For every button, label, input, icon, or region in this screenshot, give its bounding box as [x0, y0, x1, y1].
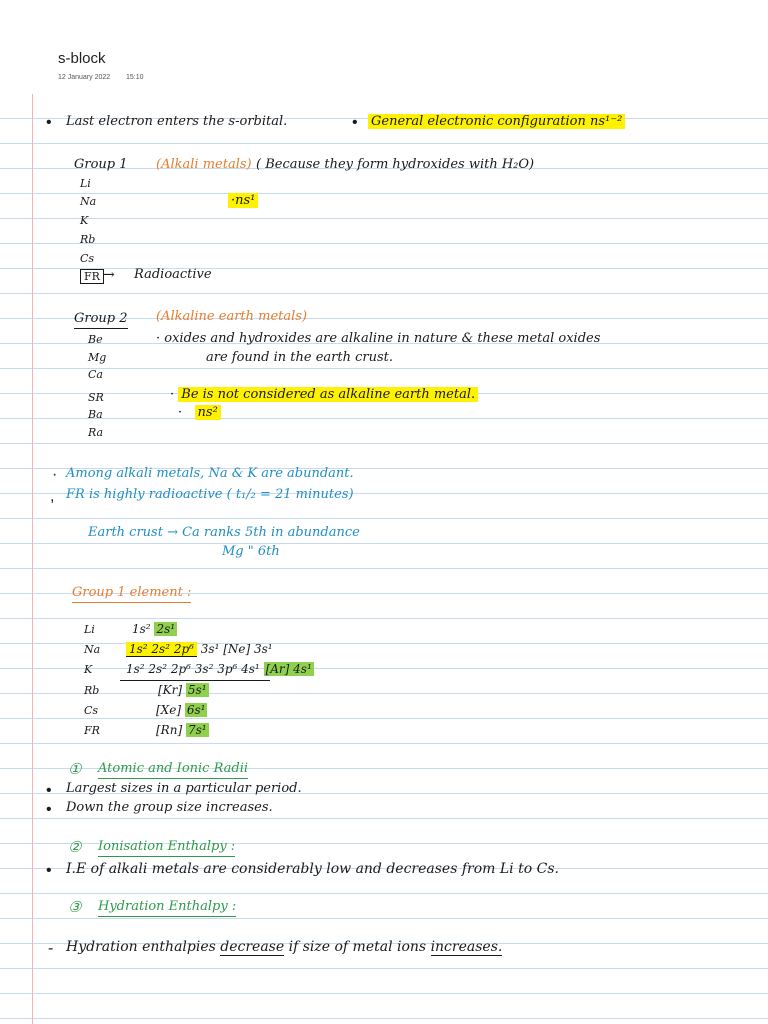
group2-element: Be — [88, 333, 103, 346]
config-row: 1s² 2s² 2p⁶ 3s² 3p⁶ 4s¹ [Ar] 4s¹ — [126, 662, 312, 676]
config-row: [Kr] 5s¹ — [158, 683, 207, 697]
section1-line2: Down the group size increases. — [66, 800, 273, 815]
group2-heading: Group 2 — [74, 310, 128, 329]
abundance-line1: Among alkali metals, Na & K are abundant. — [66, 466, 354, 481]
group1-element: Cs — [80, 252, 95, 265]
bullet-dot: , — [50, 488, 55, 505]
config-row: 1s² 2s² 2p⁶ 3s¹ [Ne] 3s¹ — [126, 640, 273, 658]
section1-line1: Largest sizes in a particular period. — [66, 781, 302, 796]
bullet-dot: · — [52, 466, 58, 483]
section3-title: Hydration Enthalpy : — [98, 898, 236, 917]
config-row: [Xe] 6s¹ — [156, 703, 206, 717]
group2-element: Ca — [88, 368, 103, 381]
bullet-dot: • — [46, 801, 52, 818]
group1-elements-heading: Group 1 element : — [72, 584, 191, 603]
group1-element: Na — [80, 195, 97, 208]
page-date: 12 January 2022 — [58, 74, 111, 81]
config-row: [Rn] 7s¹ — [156, 723, 207, 737]
group2-desc: (Alkaline earth metals) — [156, 309, 308, 324]
page-time: 15:10 — [126, 74, 144, 81]
abundance-line2: FR is highly radioactive ( t₁/₂ = 21 minutes) — [66, 487, 354, 502]
config-row: 1s² 2s¹ — [132, 622, 176, 636]
earth-crust-line2: Mg " 6th — [222, 544, 280, 559]
bullet-dot: - — [48, 940, 54, 957]
francium-note: Radioactive — [134, 267, 212, 282]
group1-reason: ( Because they form hydroxides with H₂O) — [256, 157, 535, 172]
group2-note-oxides: · oxides and hydroxides are alkaline in nature & these metal oxides — [156, 331, 601, 346]
arrow-icon: → — [103, 267, 115, 283]
config-element: K — [84, 663, 93, 676]
section1-number: ① — [68, 760, 82, 778]
group1-config: ·ns¹ — [228, 192, 258, 210]
francium-box: FR — [80, 268, 104, 286]
group2-config: · ns² — [178, 404, 221, 422]
section2-number: ② — [68, 838, 82, 856]
bullet-dot: • — [46, 782, 52, 799]
note-last-electron: Last electron enters the s-orbital. — [66, 114, 288, 129]
group2-element: Ba — [88, 408, 103, 421]
bullet-dot: • — [46, 114, 52, 131]
config-element: Li — [84, 623, 95, 636]
config-element: FR — [84, 724, 100, 737]
page-title: s-block — [58, 50, 106, 67]
group2-element: Mg — [88, 351, 107, 364]
section2-title: Ionisation Enthalpy : — [98, 838, 235, 857]
general-config-formula: ns¹⁻² — [589, 114, 623, 129]
bullet-dot: • — [46, 862, 52, 879]
group2-element: SR — [88, 391, 104, 404]
section3-line1: Hydration enthalpies decrease if size of metal ions increases. — [66, 939, 503, 955]
general-config-label: General electronic configuration — [371, 114, 586, 129]
group1-desc: (Alkali metals) — [156, 157, 252, 172]
group1-heading: Group 1 — [74, 157, 128, 172]
group1-element: K — [80, 214, 89, 227]
group2-note-crust: are found in the earth crust. — [206, 350, 393, 365]
group2-element: Ra — [88, 426, 104, 439]
config-element: Cs — [84, 704, 99, 717]
section1-title: Atomic and Ionic Radii — [98, 760, 248, 779]
group1-element: Li — [80, 177, 91, 190]
page-header — [0, 0, 768, 94]
section3-number: ③ — [68, 898, 82, 916]
section2-line1: I.E of alkali metals are considerably low and decreases from Li to Cs. — [66, 861, 559, 877]
group1-element: Rb — [80, 233, 96, 246]
note-general-config — [368, 113, 625, 131]
config-element: Rb — [84, 684, 100, 697]
config-element: Na — [84, 643, 101, 656]
earth-crust-line1: Earth crust → Ca ranks 5th in abundance — [88, 525, 360, 540]
group2-note-be: · Be is not considered as alkaline earth metal. — [170, 386, 478, 404]
bullet-dot: • — [352, 114, 358, 131]
